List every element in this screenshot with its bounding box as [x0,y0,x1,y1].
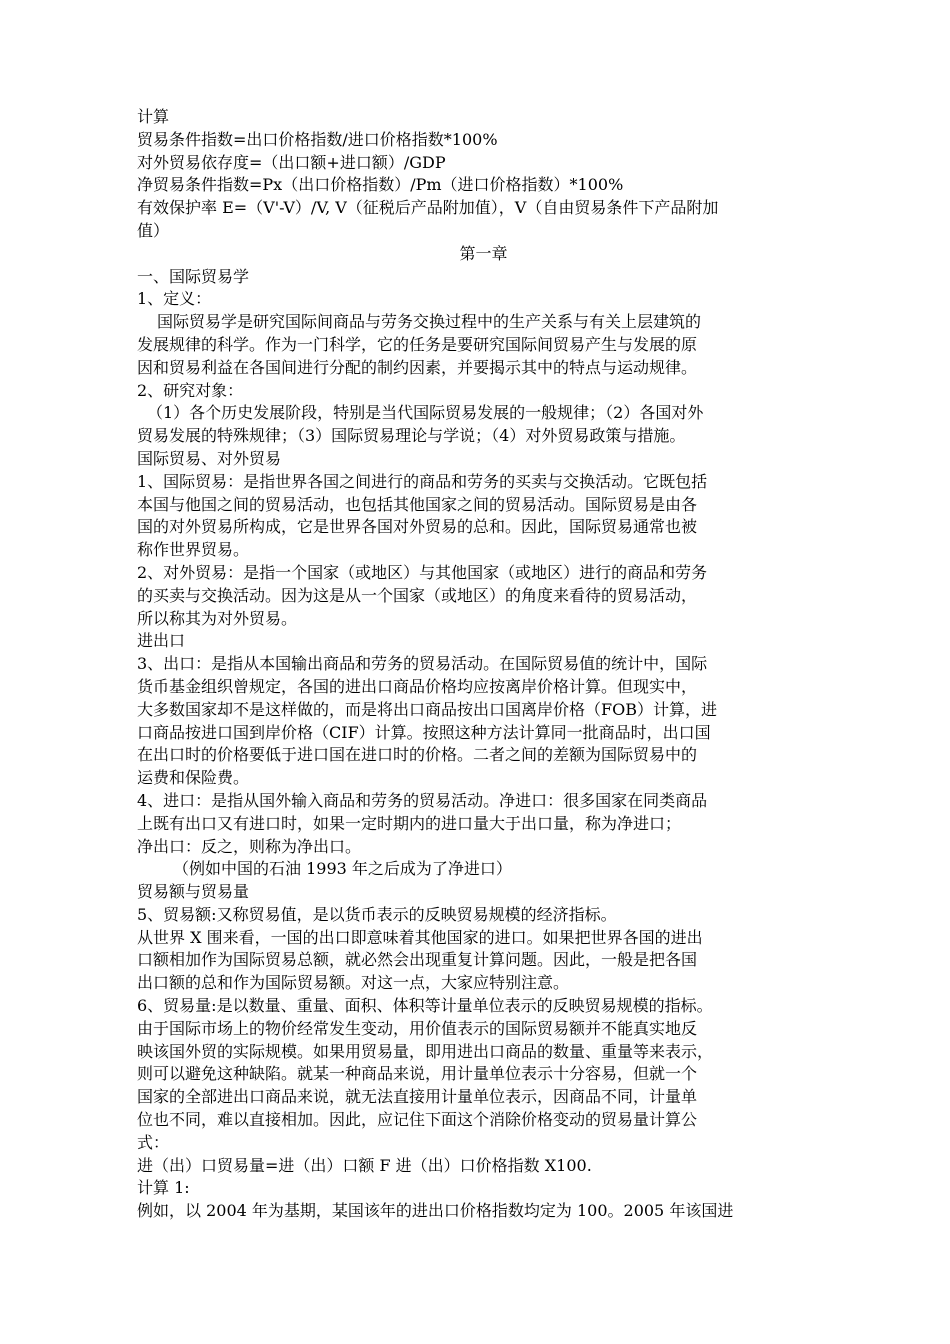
item-heading: 2、研究对象： [137,380,244,400]
paragraph-line: 贸易发展的特殊规律；（3）国际贸易理论与学说；（4）对外贸易政策与措施。 [137,426,686,446]
paragraph-line: 本国与他国之间的贸易活动，也包括其他国家之间的贸易活动。国际贸易是由各 [137,494,698,514]
paragraph-line: 则可以避免这种缺陷。就某一种商品来说，用计量单位表示十分容易，但就一个 [137,1064,698,1084]
paragraph-line: 在出口时的价格要低于进口国在进口时的价格。二者之间的差额为国际贸易中的 [137,745,698,765]
formula-effective-protection: 有效保护率 E=（V'-V）/V, V（征税后产品附加值），V（自由贸易条件下产品附加 [137,198,719,218]
paragraph-line: 国际贸易学是研究国际间商品与劳务交换过程中的生产关系与有关上层建筑的 [157,312,702,332]
paragraph-line: 大多数国家却不是这样做的，而是将出口商品按出口国离岸价格（FOB）计算，进 [137,699,717,719]
paragraph-line: （1）各个历史发展阶段，特别是当代国际贸易发展的一般规律；（2）各国对外 [147,403,704,423]
paragraph-line: 的买卖与交换活动。因为这是从一个国家（或地区）的角度来看待的贸易活动， [137,585,698,605]
paragraph-line: 所以称其为对外贸易。 [137,608,298,628]
paragraph-line: 5、贸易额:又称贸易值，是以货币表示的反映贸易规模的经济指标。 [137,904,617,924]
paragraph-line: 3、出口：是指从本国输出商品和劳务的贸易活动。在国际贸易值的统计中，国际 [137,654,708,674]
paragraph-line: 国家的全部进出口商品来说，就无法直接用计量单位表示，因商品不同，计量单 [137,1087,698,1107]
section-heading: 国际贸易、对外贸易 [137,448,282,468]
section-heading-calc: 计算 [137,107,170,126]
paragraph-line: 映该国外贸的实际规模。如果用贸易量，即用进出口商品的数量、重量等来表示， [137,1041,714,1061]
chapter-title: 第一章 [459,243,508,263]
paragraph-line: 出口额的总和作为国际贸易额。对这一点，大家应特别注意。 [137,973,570,993]
formula-effective-protection-cont: 值） [137,220,170,240]
formula-terms-of-trade: 贸易条件指数=出口价格指数/进口价格指数*100% [137,129,498,149]
paragraph-line: 货币基金组织曾规定，各国的进出口商品价格均应按离岸价格计算。但现实中， [137,676,698,696]
paragraph-line: 例如，以 2004 年为基期，某国该年的进出口价格指数均定为 100。2005 年该国进 [137,1201,734,1221]
item-heading: 1、定义： [137,289,212,309]
paragraph-line: 上既有出口又有进口时，如果一定时期内的进口量大于出口量，称为净进口； [137,813,682,833]
section-heading: 贸易额与贸易量 [137,882,250,902]
paragraph-line: 发展规律的科学。作为一门科学，它的任务是要研究国际间贸易产生与发展的原 [137,334,698,354]
paragraph-line: 称作世界贸易。 [137,540,250,560]
paragraph-line: 4、进口：是指从国外输入商品和劳务的贸易活动。净进口：很多国家在同类商品 [137,790,708,810]
section-heading: 进出口 [137,631,186,651]
paragraph-line: 2、对外贸易：是指一个国家（或地区）与其他国家（或地区）进行的商品和劳务 [137,562,708,582]
paragraph-line: 6、贸易量:是以数量、重量、面积、体积等计量单位表示的反映贸易规模的指标。 [137,996,713,1016]
formula-net-terms-of-trade: 净贸易条件指数=Px（出口价格指数）/Pm（进口价格指数）*100% [137,175,624,195]
paragraph-line: 运费和保险费。 [137,768,250,788]
paragraph-line: 由于国际市场上的物价经常发生变动，用价值表示的国际贸易额并不能真实地反 [137,1018,698,1038]
section-heading: 一、国际贸易学 [137,266,250,286]
paragraph-line: 因和贸易利益在各国间进行分配的制约因素，并要揭示其中的特点与运动规律。 [137,357,698,377]
formula-trade-volume: 进（出）口贸易量=进（出）口额 F 进（出）口价格指数 X100. [137,1155,592,1175]
paragraph-line: 1、国际贸易：是指世界各国之间进行的商品和劳务的买卖与交换活动。它既包括 [137,471,708,491]
paragraph-line: 净出口：反之，则称为净出口。 [137,836,362,856]
paragraph-line: 口额相加作为国际贸易总额，就必然会出现重复计算问题。因此，一般是把各国 [137,950,698,970]
paragraph-line: 从世界 X 围来看，一国的出口即意味着其他国家的进口。如果把世界各国的进出 [137,927,703,947]
item-heading: 计算 1: [137,1178,190,1198]
paragraph-line: 国的对外贸易所构成，它是世界各国对外贸易的总和。因此，国际贸易通常也被 [137,517,698,537]
paragraph-line: 位也不同，难以直接相加。因此，应记住下面这个消除价格变动的贸易量计算公 [137,1110,698,1130]
paragraph-line: （例如中国的石油 1993 年之后成为了净进口） [173,859,512,879]
paragraph-line: 式： [137,1132,170,1152]
formula-trade-dependence: 对外贸易依存度=（出口额+进口额）/GDP [137,152,446,172]
paragraph-line: 口商品按进口国到岸价格（CIF）计算。按照这种方法计算同一批商品时，出口国 [137,722,711,742]
